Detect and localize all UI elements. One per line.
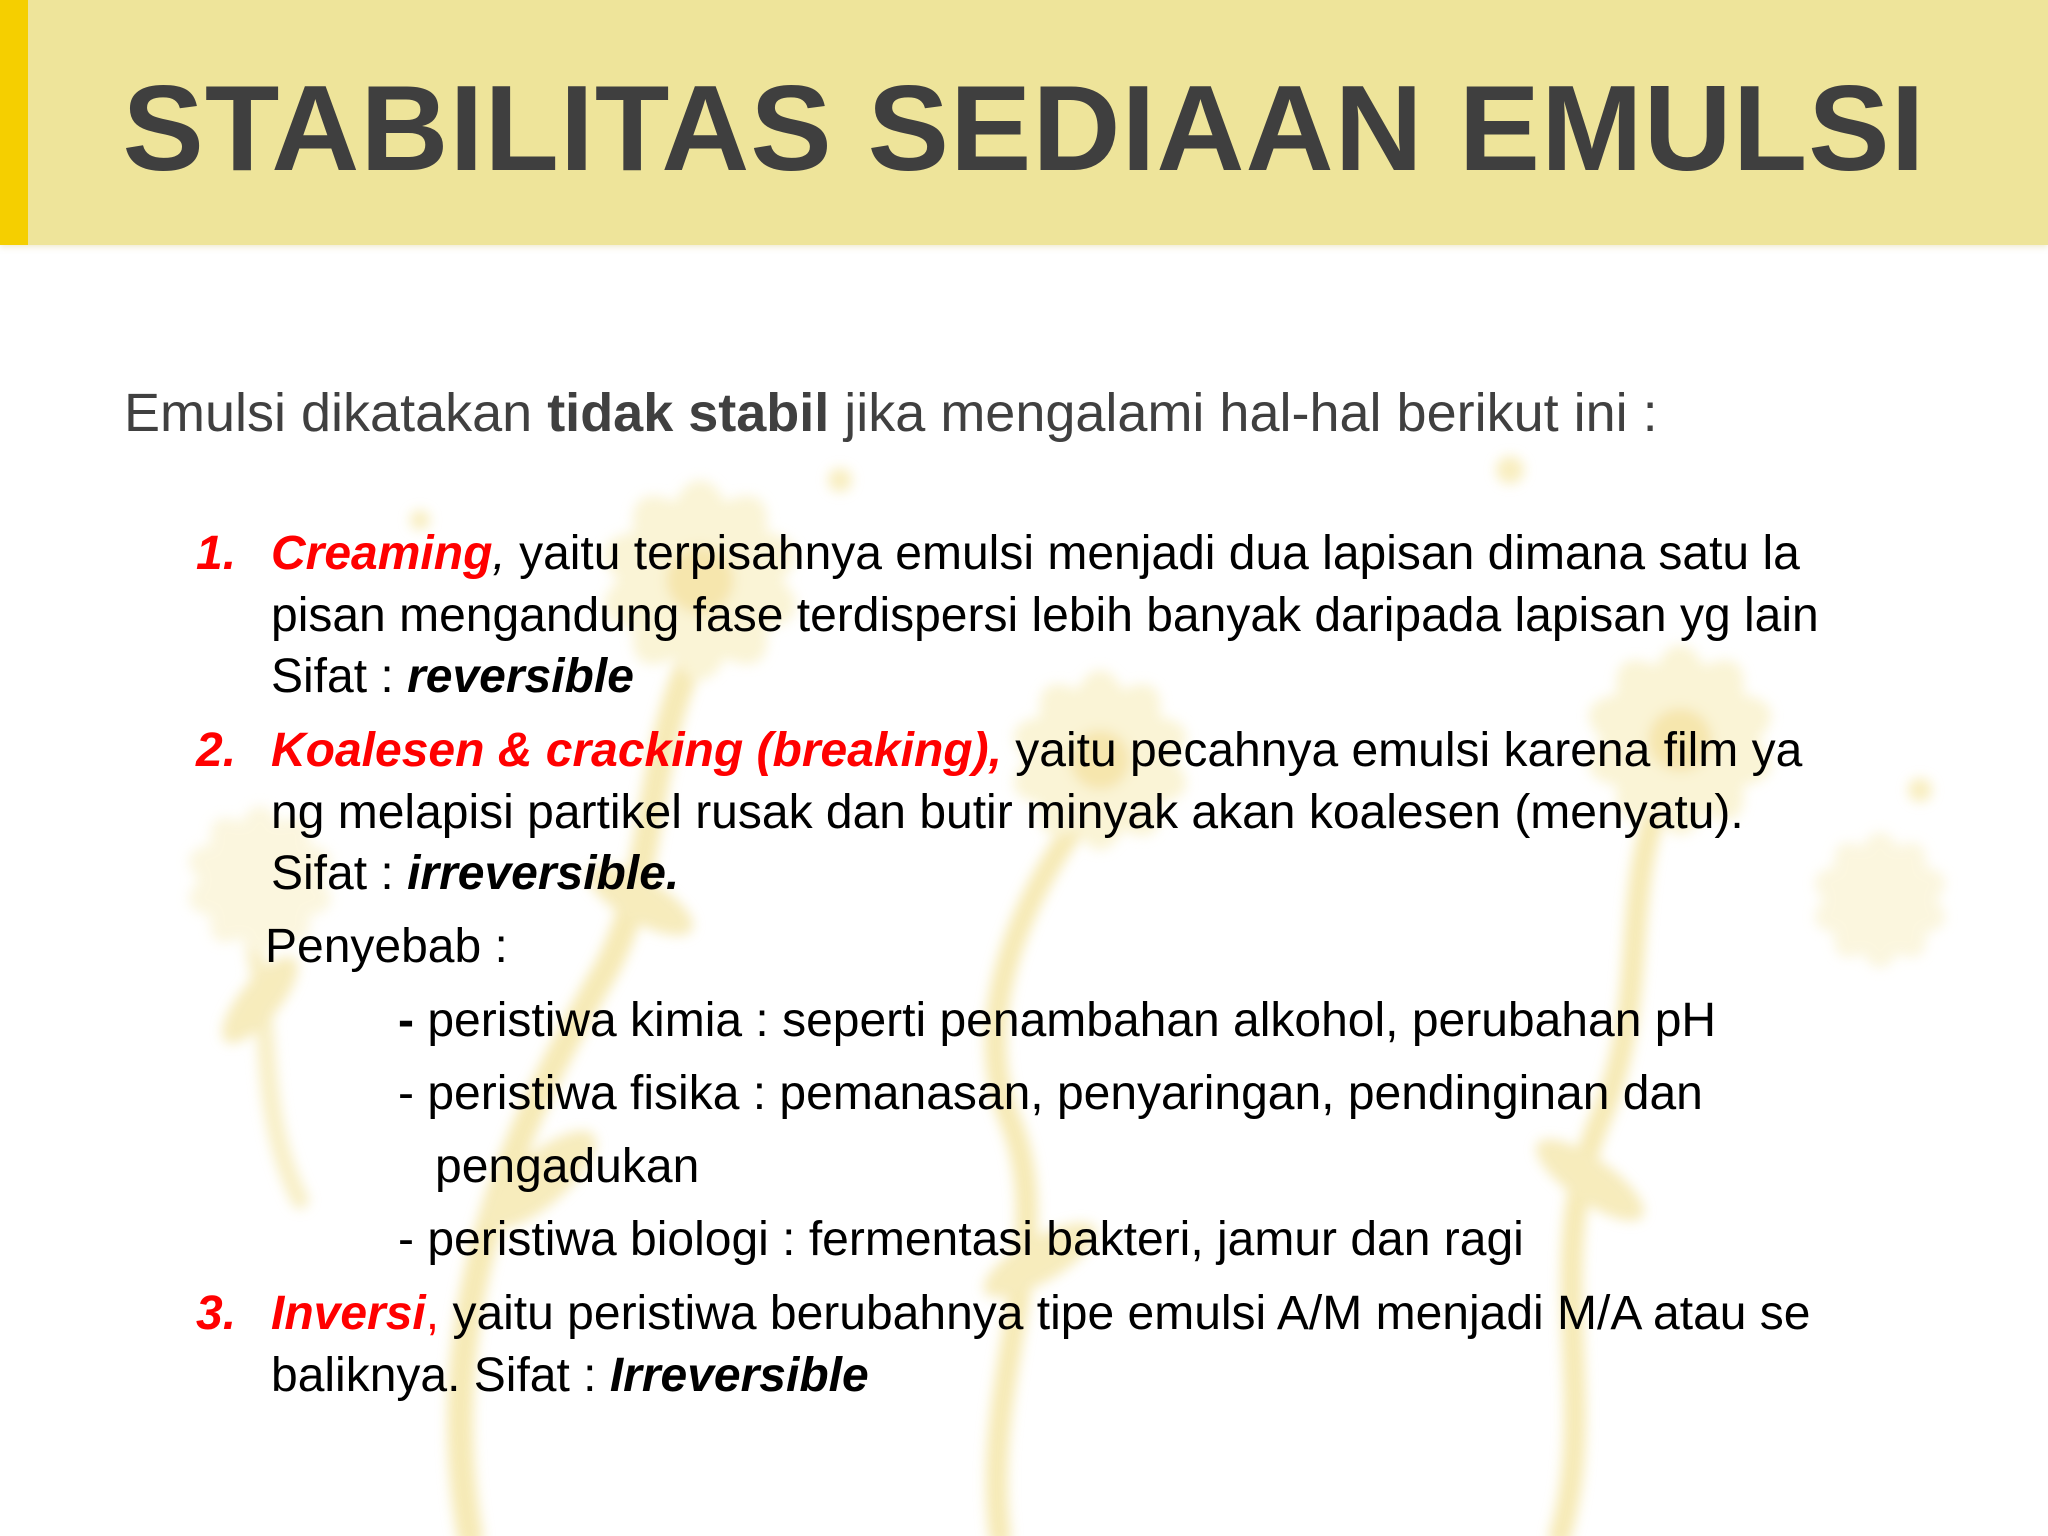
cause-fisika-continuation: pengadukan: [435, 1140, 700, 1193]
item-1-term-suffix: ,: [492, 527, 506, 580]
cause-fisika: [398, 1063, 1703, 1125]
item-3-description-1: yaitu peristiwa berubahnya tipe emulsi A/M menjadi M/A atau se: [439, 1287, 1811, 1340]
item-3-line-2: [271, 1345, 869, 1407]
item-1-line-2: pisan mengandung fase terdispersi lebih banyak daripada lapisan yg lain: [271, 589, 1819, 642]
item-2-number: 2.: [196, 724, 237, 777]
item-1-sifat: [271, 646, 634, 708]
item-3-number: 3.: [196, 1287, 237, 1340]
intro-text-before: Emulsi dikatakan: [124, 383, 548, 443]
cause-fisika-text: peristiwa fisika : pemanasan, penyaringan, pendinginan dan: [413, 1067, 1703, 1120]
item-2-line-2: ng melapisi partikel rusak dan butir minyak akan koalesen (menyatu).: [271, 786, 1744, 839]
penyebab-label: Penyebab :: [265, 920, 508, 973]
item-2-term: Koalesen & cracking (breaking),: [271, 724, 1002, 777]
item-2-sifat: [271, 843, 679, 905]
intro-text-after: jika mengalami hal-hal berikut ini :: [829, 383, 1658, 443]
item-3-term-suffix: ,: [425, 1287, 440, 1340]
cause-biologi: [398, 1209, 1524, 1271]
item-3-line-2-text: baliknya. Sifat :: [271, 1349, 610, 1402]
slide-title: STABILITAS SEDIAAN EMULSI: [122, 60, 1926, 196]
item-1-description-1: yaitu terpisahnya emulsi menjadi dua lapisan dimana satu la: [505, 527, 1800, 580]
intro-bold-text: tidak stabil: [547, 383, 830, 443]
cause-biologi-text: peristiwa biologi : fermentasi bakteri, jamur dan ragi: [413, 1213, 1524, 1266]
item-3-line-1: [271, 1283, 1810, 1345]
item-1-number: 1.: [196, 527, 237, 580]
cause-biologi-dash: -: [398, 1213, 414, 1266]
cause-kimia-dash: -: [398, 994, 414, 1047]
cause-fisika-dash: -: [398, 1067, 414, 1120]
item-1-term: Creaming: [271, 527, 493, 580]
item-1-sifat-value: reversible: [407, 650, 634, 703]
item-2-sifat-value: irreversible.: [407, 847, 680, 900]
item-2-line-1: [271, 720, 1802, 782]
item-2-description-1: yaitu pecahnya emulsi karena film ya: [1001, 724, 1803, 777]
item-3-term: Inversi: [271, 1287, 426, 1340]
item-1-sifat-label: Sifat :: [271, 650, 408, 703]
intro-sentence: [124, 378, 1658, 448]
cause-kimia: [398, 990, 1716, 1052]
item-1-line-1: [271, 523, 1800, 585]
item-3-sifat-value: Irreversible: [609, 1349, 869, 1402]
item-2-sifat-label: Sifat :: [271, 847, 408, 900]
cause-kimia-text: peristiwa kimia : seperti penambahan alkohol, perubahan pH: [413, 994, 1717, 1047]
title-bar: [0, 0, 2048, 245]
